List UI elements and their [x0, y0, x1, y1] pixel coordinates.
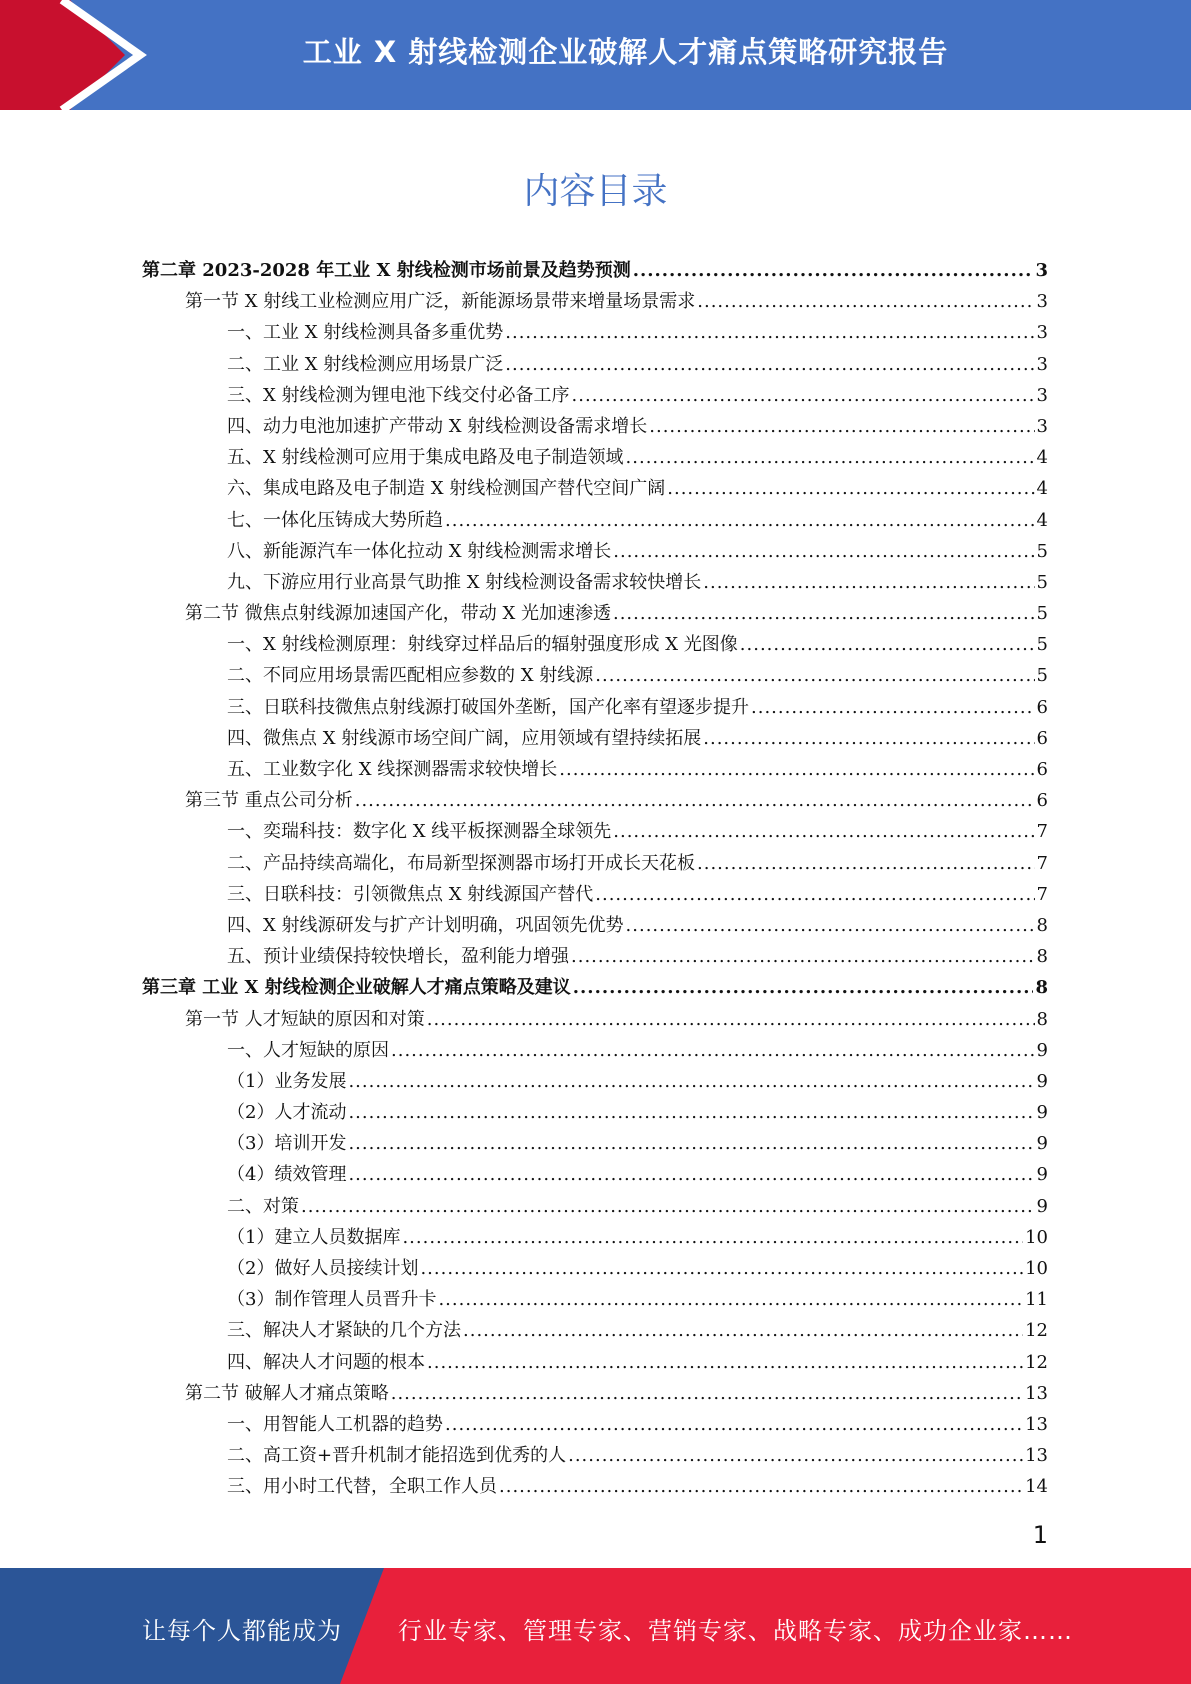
toc-dot-leader — [438, 1284, 1023, 1315]
toc-entry-label: 五、X 射线检测可应用于集成电路及电子制造领域 — [227, 447, 624, 469]
header-band — [0, 0, 1191, 110]
toc-entry-page: 9 — [1036, 1102, 1048, 1124]
toc-section-entry[interactable] — [142, 598, 1048, 629]
toc-entry-page: 9 — [1036, 1070, 1048, 1092]
toc-entry-label: 二、高工资+晋升机制才能招选到优秀的人 — [227, 1445, 567, 1467]
toc-entry-page: 6 — [1036, 759, 1048, 780]
toc-subsection-entry[interactable] — [142, 536, 1048, 567]
report-title: 工业 X 射线检测企业破解人才痛点策略研究报告 — [302, 35, 949, 69]
toc-entry-label: 四、解决人才问题的根本 — [227, 1351, 425, 1373]
toc-entry-page: 6 — [1036, 696, 1048, 718]
toc-subsection-entry[interactable] — [142, 1191, 1048, 1222]
toc-entry-label: （2）人才流动 — [227, 1102, 347, 1124]
toc-dot-leader — [703, 723, 1034, 754]
toc-section-entry[interactable] — [142, 286, 1048, 317]
toc-dot-leader — [427, 1347, 1023, 1378]
toc-dot-leader — [348, 1097, 1034, 1128]
toc-entry-label: 二、对策 — [227, 1195, 299, 1217]
toc-entry-label: 三、用小时工代替，全职工作人员 — [227, 1476, 497, 1498]
toc-entry-label: （1）业务发展 — [227, 1070, 347, 1092]
toc-entry-label: （4）绩效管理 — [227, 1164, 347, 1186]
toc-entry-label: 第二节 破解人才痛点策略 — [185, 1382, 389, 1404]
toc-entry-label: 第二节 微焦点射线源加速国产化，带动 X 光加速渗透 — [185, 603, 611, 625]
toc-entry-label: 二、产品持续高端化，布局新型探测器市场打开成长天花板 — [227, 852, 695, 874]
toc-section-entry[interactable] — [142, 1378, 1048, 1409]
toc-entry-label: 第一节 X 射线工业检测应用广泛，新能源场景带来增量场景需求 — [185, 291, 696, 313]
toc-entry-label: 一、用智能人工机器的趋势 — [227, 1413, 443, 1435]
toc-subsection-entry[interactable] — [142, 505, 1048, 536]
toc-entry-page: 6 — [1036, 790, 1048, 812]
toc-dot-leader — [402, 1222, 1023, 1253]
toc-entry-page: 7 — [1036, 883, 1048, 905]
toc-entry-label: （3）培训开发 — [227, 1133, 347, 1155]
toc-entry-page: 9 — [1036, 1195, 1048, 1217]
toc-subsection-entry[interactable] — [142, 442, 1048, 473]
toc-dot-leader — [445, 505, 1035, 536]
toc-dot-leader — [505, 349, 1034, 380]
toc-dot-leader — [391, 1378, 1023, 1409]
toc-entry-label: 五、预计业绩保持较快增长，盈利能力增强 — [227, 946, 569, 968]
toc-entry-page: 3 — [1036, 291, 1048, 313]
toc-subsection-entry[interactable] — [142, 1315, 1048, 1346]
toc-dot-leader — [703, 567, 1034, 598]
toc-dot-leader — [626, 910, 1035, 941]
toc-entry-page: 5 — [1036, 571, 1048, 593]
toc-dot-leader — [613, 536, 1034, 567]
toc-dot-leader — [697, 286, 1034, 317]
toc-entry-page: 3 — [1036, 415, 1048, 437]
toc-subsection-entry[interactable] — [142, 1471, 1048, 1502]
toc-subsection-entry[interactable] — [142, 941, 1048, 972]
toc-dot-leader — [613, 816, 1034, 847]
toc-entry-label: 第三章 工业 X 射线检测企业破解人才痛点策略及建议 — [142, 977, 571, 999]
toc-dot-leader — [420, 1253, 1023, 1284]
page-number: 1 — [1032, 1521, 1048, 1549]
header-arrow-icon — [0, 0, 150, 110]
toc-subsection-entry[interactable] — [142, 317, 1048, 348]
toc-subsection-entry[interactable] — [142, 349, 1048, 380]
toc-entry-page: 5 — [1036, 634, 1048, 656]
toc-subsection-entry[interactable] — [142, 473, 1048, 504]
toc-dot-leader — [445, 1409, 1023, 1440]
toc-subsection-entry[interactable] — [142, 411, 1048, 442]
toc-entry-page: 12 — [1025, 1351, 1048, 1373]
toc-entry-label: 三、日联科技：引领微焦点 X 射线源国产替代 — [227, 883, 594, 905]
toc-entry-page: 5 — [1036, 665, 1048, 687]
toc-subsection-entry[interactable] — [142, 1222, 1048, 1253]
toc-entry-page: 8 — [1036, 914, 1048, 936]
toc-entry-label: 第三节 重点公司分析 — [185, 790, 353, 812]
toc-entry-label: 八、新能源汽车一体化拉动 X 射线检测需求增长 — [227, 540, 612, 562]
toc-dot-leader — [391, 1035, 1035, 1066]
toc-entry-page: 7 — [1036, 852, 1048, 874]
toc-entry-label: 六、集成电路及电子制造 X 射线检测国产替代空间广阔 — [227, 478, 666, 500]
toc-entry-page: 7 — [1036, 821, 1048, 843]
toc-entry-page: 13 — [1025, 1413, 1048, 1435]
toc-entry-label: 三、解决人才紧缺的几个方法 — [227, 1320, 461, 1342]
toc-entry-label: 三、X 射线检测为锂电池下线交付必备工序 — [227, 384, 570, 406]
toc-entry-label: 一、奕瑞科技：数字化 X 线平板探测器全球领先 — [227, 821, 612, 843]
toc-entry-page: 8 — [1036, 946, 1048, 968]
toc-entry-label: 二、工业 X 射线检测应用场景广泛 — [227, 353, 504, 375]
toc-dot-leader — [301, 1191, 1035, 1222]
toc-heading: 内容目录 — [523, 171, 668, 212]
toc-entry-label: 九、下游应用行业高景气助推 X 射线检测设备需求较快增长 — [227, 571, 702, 593]
toc-dot-leader — [348, 1159, 1034, 1190]
toc-subsection-entry[interactable] — [142, 1409, 1048, 1440]
toc-chapter-entry[interactable] — [142, 972, 1048, 1003]
toc-dot-leader — [572, 380, 1035, 411]
toc-subsection-entry[interactable] — [142, 1159, 1048, 1190]
toc-subsection-entry[interactable] — [142, 1066, 1048, 1097]
toc-entry-label: 一、人才短缺的原因 — [227, 1039, 389, 1061]
toc-chapter-entry[interactable] — [142, 255, 1048, 286]
toc-entry-label: 三、日联科技微焦点射线源打破国外垄断，国产化率有望逐步提升 — [227, 696, 749, 718]
toc-subsection-entry[interactable] — [142, 380, 1048, 411]
toc-subsection-entry[interactable] — [142, 1347, 1048, 1378]
toc-entry-label: 七、一体化压铸成大势所趋 — [227, 509, 443, 531]
toc-subsection-entry[interactable] — [142, 567, 1048, 598]
toc-entry-page: 8 — [1036, 1008, 1048, 1030]
toc-entry-page: 3 — [1036, 384, 1048, 406]
toc-entry-page: 11 — [1025, 1289, 1048, 1311]
toc-dot-leader — [568, 1440, 1023, 1471]
toc-subsection-entry[interactable] — [142, 1035, 1048, 1066]
toc-entry-page: 9 — [1036, 1133, 1048, 1155]
toc-subsection-entry[interactable] — [142, 1097, 1048, 1128]
toc-subsection-entry[interactable] — [142, 754, 1048, 785]
toc-entry-page: 8 — [1035, 977, 1048, 999]
toc-entry-page: 13 — [1025, 1445, 1048, 1467]
toc-subsection-entry[interactable] — [142, 1440, 1048, 1471]
footer-slogan-right: 行业专家、管理专家、营销专家、战略专家、成功企业家…… — [398, 1617, 1073, 1645]
toc-entry-page: 5 — [1036, 540, 1048, 562]
toc-entry-page: 9 — [1036, 1039, 1048, 1061]
toc-entry-label: 二、不同应用场景需匹配相应参数的 X 射线源 — [227, 665, 594, 687]
toc-subsection-entry[interactable] — [142, 1284, 1048, 1315]
toc-entry-label: 第二章 2023-2028 年工业 X 射线检测市场前景及趋势预测 — [142, 260, 631, 281]
toc-subsection-entry[interactable] — [142, 660, 1048, 691]
toc-subsection-entry[interactable] — [142, 816, 1048, 847]
toc-dot-leader — [559, 754, 1034, 785]
toc-dot-leader — [505, 317, 1034, 348]
toc-entry-label: 四、动力电池加速扩产带动 X 射线检测设备需求增长 — [227, 415, 648, 437]
toc-dot-leader — [348, 1066, 1034, 1097]
toc-entry-page: 14 — [1025, 1476, 1048, 1498]
footer-band — [0, 1568, 1191, 1684]
toc-entry-page: 12 — [1025, 1320, 1048, 1342]
toc-dot-leader — [595, 660, 1034, 691]
toc-entry-page: 4 — [1036, 478, 1048, 500]
toc-entry-page: 4 — [1036, 509, 1048, 531]
toc-dot-leader — [499, 1471, 1023, 1502]
toc-dot-leader — [613, 598, 1035, 629]
toc-entry-page: 3 — [1036, 322, 1048, 344]
table-of-contents — [142, 255, 1048, 1503]
toc-subsection-entry[interactable] — [142, 692, 1048, 723]
toc-entry-page: 4 — [1036, 447, 1048, 469]
toc-section-entry[interactable] — [142, 1004, 1048, 1035]
toc-subsection-entry[interactable] — [142, 879, 1048, 910]
toc-dot-leader — [626, 442, 1035, 473]
toc-entry-label: 五、工业数字化 X 线探测器需求较快增长 — [227, 759, 558, 780]
toc-entry-page: 5 — [1036, 603, 1048, 625]
toc-subsection-entry[interactable] — [142, 629, 1048, 660]
toc-entry-label: 第一节 人才短缺的原因和对策 — [185, 1008, 425, 1030]
toc-dot-leader — [573, 972, 1034, 1003]
toc-entry-page: 10 — [1025, 1226, 1048, 1248]
toc-entry-page: 13 — [1025, 1382, 1048, 1404]
toc-dot-leader — [667, 473, 1034, 504]
toc-section-entry[interactable] — [142, 785, 1048, 816]
toc-entry-label: （1）建立人员数据库 — [227, 1226, 401, 1248]
toc-subsection-entry[interactable] — [142, 910, 1048, 941]
footer-slogan-left: 让每个人都能成为 — [142, 1617, 342, 1645]
toc-subsection-entry[interactable] — [142, 723, 1048, 754]
toc-entry-label: （3）制作管理人员晋升卡 — [227, 1289, 437, 1311]
toc-dot-leader — [697, 848, 1035, 879]
toc-subsection-entry[interactable] — [142, 1253, 1048, 1284]
toc-entry-label: （2）做好人员接续计划 — [227, 1258, 419, 1279]
toc-dot-leader — [355, 785, 1035, 816]
toc-subsection-entry[interactable] — [142, 848, 1048, 879]
toc-entry-page: 6 — [1036, 727, 1048, 749]
toc-entry-label: 四、X 射线源研发与扩产计划明确，巩固领先优势 — [227, 914, 624, 936]
toc-entry-label: 四、微焦点 X 射线源市场空间广阔，应用领域有望持续拓展 — [227, 727, 702, 749]
toc-dot-leader — [571, 941, 1035, 972]
toc-entry-page: 3 — [1035, 260, 1048, 281]
toc-dot-leader — [348, 1128, 1034, 1159]
toc-dot-leader — [595, 879, 1034, 910]
toc-dot-leader — [751, 692, 1035, 723]
toc-entry-page: 9 — [1036, 1164, 1048, 1186]
toc-dot-leader — [463, 1315, 1023, 1346]
toc-dot-leader — [633, 255, 1034, 286]
toc-dot-leader — [740, 629, 1035, 660]
toc-entry-label: 一、X 射线检测原理：射线穿过样品后的辐射强度形成 X 光图像 — [227, 634, 738, 656]
toc-subsection-entry[interactable] — [142, 1128, 1048, 1159]
toc-entry-page: 10 — [1025, 1258, 1048, 1279]
toc-entry-label: 一、工业 X 射线检测具备多重优势 — [227, 322, 504, 344]
toc-entry-page: 3 — [1036, 353, 1048, 375]
toc-dot-leader — [427, 1004, 1035, 1035]
toc-dot-leader — [649, 411, 1034, 442]
